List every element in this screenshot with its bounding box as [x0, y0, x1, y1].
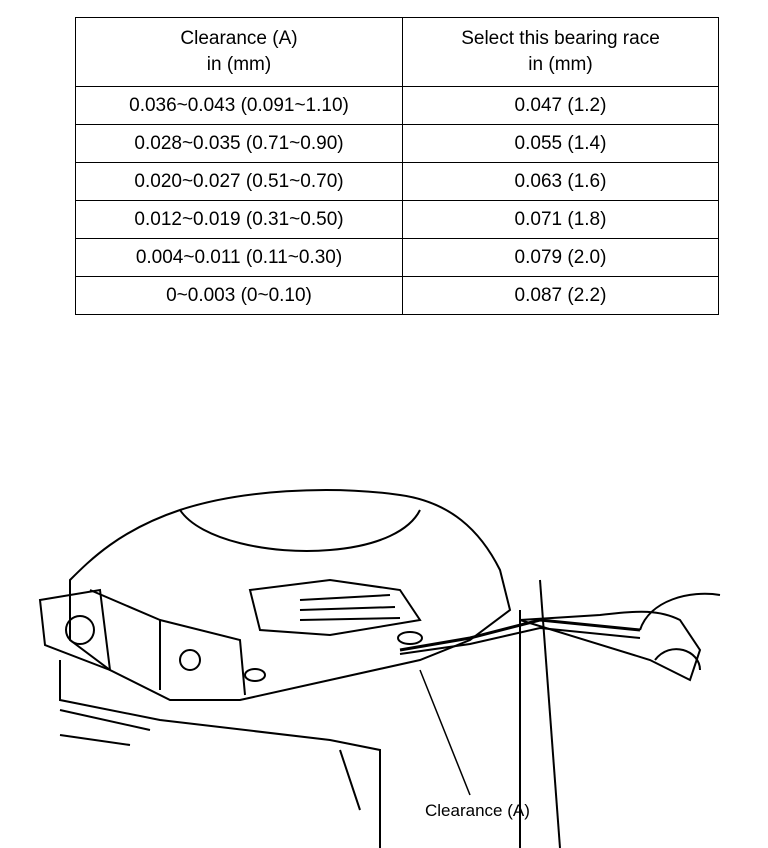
clearance-cell: 0~0.003 (0~0.10): [76, 277, 403, 315]
table-row: [76, 87, 719, 125]
clearance-callout-label: Clearance (A): [425, 801, 530, 820]
header-clearance: Clearance (A) in (mm): [76, 18, 403, 87]
clearance-cell: 0.036~0.043 (0.091~1.10): [76, 87, 403, 125]
race-cell: 0.047 (1.2): [403, 87, 719, 125]
table-row: [76, 125, 719, 163]
table-row: [76, 201, 719, 239]
race-cell: 0.079 (2.0): [403, 239, 719, 277]
transmission-clearance-illustration: [0, 470, 768, 848]
bearing-race-selection-table: [75, 17, 719, 315]
race-cell: 0.055 (1.4): [403, 125, 719, 163]
race-cell: 0.063 (1.6): [403, 163, 719, 201]
clearance-cell: 0.004~0.011 (0.11~0.30): [76, 239, 403, 277]
clearance-cell: 0.028~0.035 (0.71~0.90): [76, 125, 403, 163]
clearance-cell: 0.020~0.027 (0.51~0.70): [76, 163, 403, 201]
header-bearing-race: Select this bearing race in (mm): [403, 18, 719, 87]
race-cell: 0.071 (1.8): [403, 201, 719, 239]
table-row: [76, 239, 719, 277]
clearance-cell: 0.012~0.019 (0.31~0.50): [76, 201, 403, 239]
race-cell: 0.087 (2.2): [403, 277, 719, 315]
table-row: [76, 277, 719, 315]
table-row: [76, 163, 719, 201]
table-header-row: [76, 18, 719, 87]
